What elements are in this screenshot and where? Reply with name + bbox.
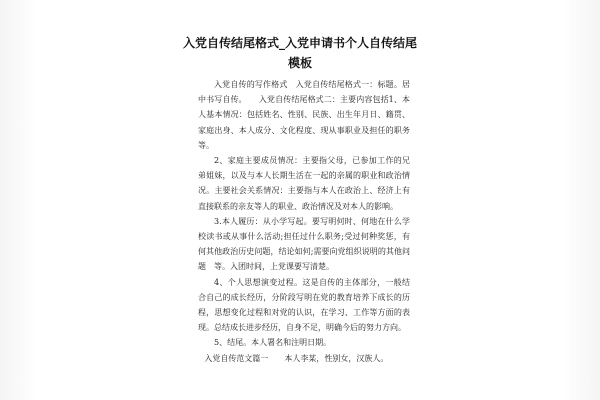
paragraph-resume: 3.本人履历：从小学写起。要写明何时、何地在什么学校读书或从事什么活动;担任过什么职务;受过何种奖惩，有何其他政治历史问题，结论如何;需要向党组织说明的其他问题 等。入团时间，上党课要写清楚。 (198, 216, 410, 272)
document-body (198, 77, 410, 366)
page-shadow-right (564, 0, 600, 400)
paragraph-ending: 5、结尾。本人署名和注明日期。 (214, 338, 332, 348)
paragraph-format-intro: 入党自传的写作格式 入党自传结尾格式一：标题。居中书写自传。 入党自传结尾格式二：主要内容包括1、本人基本情况：包括姓名、性别、民族、出生年月日、籍贯、家庭出身、本人成分、文化程度、现从事职业及担任的职务等。 (198, 80, 410, 150)
page-shadow-left (0, 0, 36, 400)
paragraph-sample-start: 入党自传范文篇一 本人李某，性别女，汉族人。 (204, 353, 389, 363)
document-title: 入党自传结尾格式_入党申请书个人自传结尾模板 (182, 36, 417, 70)
paragraph-thought-evolution: 4、个人思想演变过程。这是自传的主体部分，一般结合自己的成长经历，分阶段写明在党的教育培养下成长的历程，思想变化过程和对党的认识，在学习、工作等方面的表现。总结成长进步经历，自身不足，明确今后的努力方向。 (198, 277, 410, 333)
paragraph-family-members: 2、家庭主要成员情况：主要指父母，已参加工作的兄弟姐妹，以及与本人长期生活在一起的亲属的职业和政治情况。主要社会关系情况：主要指与本人在政治上、经济上有直接联系的亲友等人的职业、政治情况及对本人的影响。 (198, 156, 410, 211)
